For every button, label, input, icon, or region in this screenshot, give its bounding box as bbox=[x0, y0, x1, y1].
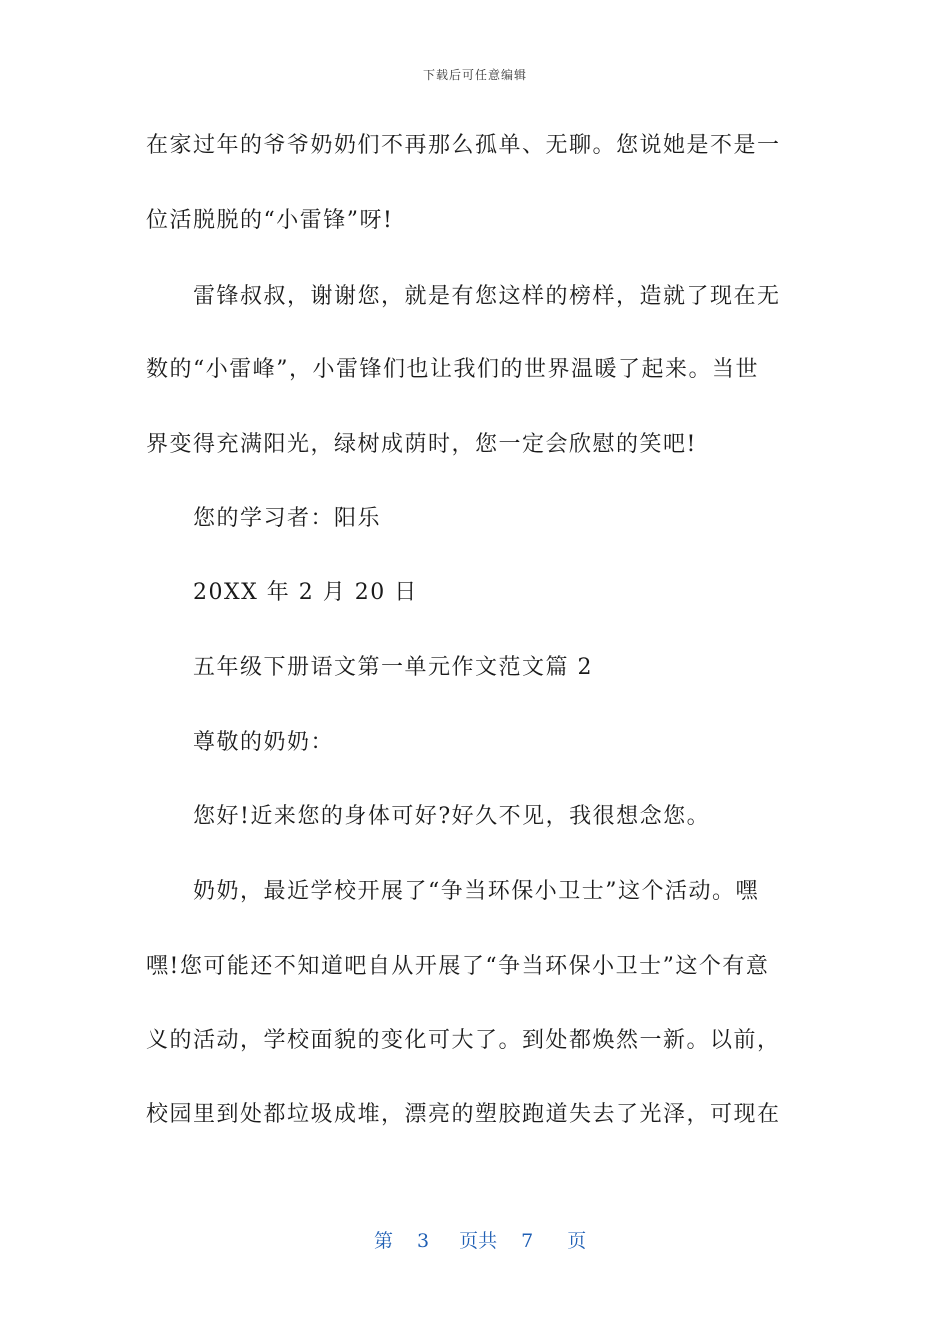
footer-suffix: 页 bbox=[567, 1230, 587, 1252]
text-line: 义的活动，学校面貌的变化可大了。到处都焕然一新。以前， bbox=[146, 1028, 781, 1053]
salutation-line: 尊敬的奶奶： bbox=[193, 730, 335, 755]
footer-page-number: 3 bbox=[417, 1230, 430, 1252]
signature-line: 您的学习者：阳乐 bbox=[193, 506, 382, 531]
text-line: 嘿!您可能还不知道吧自从开展了“争当环保小卫士”这个有意 bbox=[146, 954, 770, 979]
text-line: 界变得充满阳光，绿树成荫时，您一定会欣慰的笑吧! bbox=[146, 432, 697, 457]
footer-total-pages: 7 bbox=[521, 1230, 534, 1252]
text-line: 数的“小雷峰”，小雷锋们也让我们的世界温暖了起来。当世 bbox=[146, 357, 759, 382]
text-line: 奶奶，最近学校开展了“争当环保小卫士”这个活动。嘿 bbox=[193, 879, 759, 904]
text-line: 雷锋叔叔，谢谢您，就是有您这样的榜样，造就了现在无 bbox=[193, 284, 781, 309]
section-title: 五年级下册语文第一单元作文范文篇 2 bbox=[193, 655, 593, 680]
text-line: 位活脱脱的“小雷锋”呀! bbox=[146, 208, 394, 233]
footer-prefix: 第 bbox=[374, 1230, 394, 1252]
text-line: 校园里到处都垃圾成堆，漂亮的塑胶跑道失去了光泽，可现在 bbox=[146, 1102, 781, 1127]
footer-middle: 页共 bbox=[459, 1230, 498, 1252]
page-footer bbox=[374, 1226, 586, 1253]
page-header: 下载后可任意编辑 bbox=[422, 68, 527, 82]
text-line: 您好!近来您的身体可好?好久不见，我很想念您。 bbox=[193, 804, 711, 829]
date-line: 20XX 年 2 月 20 日 bbox=[193, 580, 418, 605]
text-line: 在家过年的爷爷奶奶们不再那么孤单、无聊。您说她是不是一 bbox=[146, 133, 781, 158]
